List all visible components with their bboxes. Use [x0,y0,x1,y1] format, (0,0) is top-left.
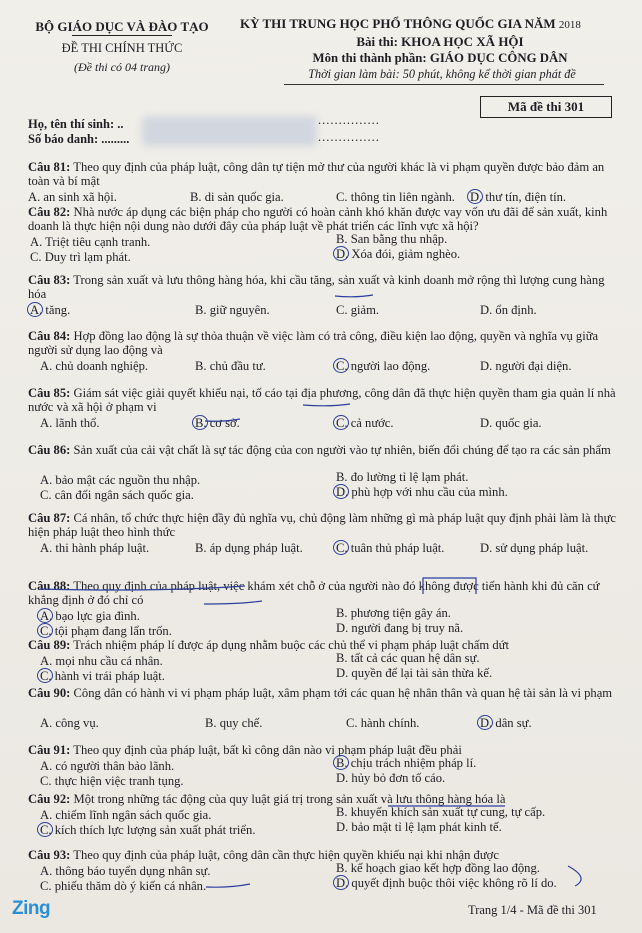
answer-mark-circle [27,302,43,317]
answer-mark-circle [333,875,349,890]
answer-option-a[interactable]: A. mọi nhu cầu cá nhân. [40,654,163,668]
exam-title-text: KỲ THI TRUNG HỌC PHỔ THÔNG QUỐC GIA NĂM [240,16,556,31]
answer-option-d[interactable]: D. người đại diện. [480,359,572,373]
redacted-candidate-info [142,116,317,146]
answer-mark-circle [333,246,349,261]
question-stem [28,160,618,188]
answer-mark-circle [333,358,349,373]
answer-option-c[interactable]: C. cả nước. [336,416,394,430]
question-stem [28,443,618,457]
answer-option-b[interactable]: B. áp dụng pháp luật. [195,541,303,555]
zing-logo: Zing [12,898,51,919]
time-underline [284,84,604,85]
exam-code: Mã đề thi 301 [507,99,585,114]
answer-option-c[interactable]: C. phiếu thăm dò ý kiến cá nhân. [40,879,207,893]
question-number: Câu 91: [28,743,71,757]
answer-option-c[interactable]: C. người lao động. [336,359,431,373]
answer-option-b[interactable]: B. chịu trách nhiệm pháp lí. [336,756,477,770]
answer-option-a[interactable]: A. chủ doanh nghiệp. [40,359,149,373]
question-text: Giám sát việc giải quyết khiếu nại, tố cáo tại địa phương, công dân đã thực hiện quyền tham gia quản lí nhà nước và xã hội ở phạm vi [28,386,616,414]
answer-option-d[interactable]: D. dân sự. [480,716,532,730]
id-dots: ............... [318,130,380,144]
question-stem [28,205,618,233]
answer-option-c[interactable]: C. thực hiện việc tranh tụng. [40,774,184,788]
official-label: ĐỀ THI CHÍNH THỨC [61,41,183,55]
ink-arrow-93 [568,866,581,886]
answer-option-c[interactable]: C. kích thích lực lượng sản xuất phát triển. [40,823,256,837]
answer-option-a[interactable]: A. an sinh xã hội. [28,190,117,204]
answer-mark-circle [333,755,349,770]
answer-option-c[interactable]: C. tội phạm đang lẩn trốn. [40,624,172,638]
answer-mark-circle [333,415,349,430]
answer-option-c[interactable]: C. cân đối ngân sách quốc gia. [40,488,194,502]
answer-mark-circle [37,623,53,638]
answer-option-d[interactable]: D. quốc gia. [480,416,542,430]
question-text: Theo quy định của pháp luật, công dân cần thực hiện quyền khiếu nại khi nhận được [73,848,499,862]
ministry-underline [72,35,172,36]
answer-option-b[interactable]: B. giữ nguyên. [195,303,270,317]
answer-option-a[interactable]: A. Triệt tiêu cạnh tranh. [30,235,151,249]
name-dots: ............... [318,113,380,127]
answer-option-b[interactable]: B. San bằng thu nhập. [336,232,448,246]
question-number: Câu 82: [28,205,71,219]
answer-option-b[interactable]: B. khuyến khích sản xuất tự cung, tự cấp. [336,805,546,819]
answer-mark-circle [477,715,493,730]
question-stem [28,273,618,301]
question-text: Theo quy định của pháp luật, công dân tự tiện mở thư của người khác là vi phạm quyền được bảo đảm an toàn và bí mật [28,160,605,188]
question-number: Câu 88: [28,579,71,593]
exam-code-box [480,96,612,118]
answer-option-d[interactable]: D. hủy bỏ đơn tố cáo. [336,771,446,785]
answer-mark-circle [467,189,483,204]
question-number: Câu 89: [28,638,71,652]
answer-mark-circle [37,822,53,837]
question-text: Trong sản xuất và lưu thông hàng hóa, khi cầu tăng, sản xuất và kinh doanh mở rộng thì lượng cung hàng hóa [28,273,605,301]
question-stem [28,686,618,700]
answer-mark-circle [333,484,349,499]
question-number: Câu 93: [28,848,71,862]
question-stem [28,511,618,539]
answer-option-c[interactable]: C. hành chính. [346,716,420,730]
answer-option-c[interactable]: C. tuân thủ pháp luật. [336,541,445,555]
answer-option-a[interactable]: A. công vụ. [40,716,99,730]
answer-option-d[interactable]: D. sử dụng pháp luật. [480,541,589,555]
answer-option-d[interactable]: D. quyết định buộc thôi việc không rõ lí do. [336,876,557,890]
answer-option-d[interactable]: D. ổn định. [480,303,537,317]
answer-option-c[interactable]: C. hành vi trái pháp luật. [40,669,165,683]
question-stem [28,386,618,414]
answer-option-b[interactable]: B. đo lường tỉ lệ lạm phát. [336,470,469,484]
answer-option-d[interactable]: D. phù hợp với nhu cầu của mình. [336,485,508,499]
answer-option-a[interactable]: A. thi hành pháp luật. [40,541,150,555]
question-number: Câu 83: [28,273,71,287]
answer-option-d[interactable]: D. quyền để lại tài sản thừa kế. [336,666,493,680]
ministry-name: BỘ GIÁO DỤC VÀ ĐÀO TẠO [35,19,209,34]
answer-mark-circle [192,415,208,430]
question-number: Câu 92: [28,792,71,806]
answer-option-d[interactable]: D. bảo mật tỉ lệ lạm phát kinh tế. [336,820,502,834]
answer-option-b[interactable]: B. di sản quốc gia. [190,190,284,204]
pages-note: (Đề thi có 04 trang) [74,60,170,74]
question-stem [28,743,618,757]
answer-option-c[interactable]: C. thông tin liên ngành. [336,190,455,204]
question-number: Câu 87: [28,511,71,525]
question-number: Câu 86: [28,443,71,457]
question-text: Theo quy định của pháp luật, bất kì công dân nào vi phạm pháp luật đều phải [73,743,462,757]
question-stem [28,638,618,652]
answer-mark-circle [37,608,53,623]
question-text: Công dân có hành vi vi phạm pháp luật, xâm phạm tới các quan hệ nhân thân và quan hệ tài sản là vi phạm [73,686,613,700]
answer-option-b[interactable]: B. quy chế. [205,716,263,730]
question-text: Một trong những tác động của quy luật giá trị trong sản xuất và lưu thông hàng hóa là [73,792,506,806]
answer-option-b[interactable]: B. tất cả các quan hệ dân sự. [336,651,480,665]
question-text: Trách nhiệm pháp lí được áp dụng nhằm buộc các chủ thể vi phạm pháp luật chấm dứt [73,638,509,652]
answer-option-a[interactable]: A. tăng. [30,303,71,317]
page-footer: Trang 1/4 - Mã đề thi 301 [468,903,597,917]
time-note: Thời gian làm bài: 50 phút, không kể thời gian phát đề [308,67,576,81]
exam-subject: Bài thi: KHOA HỌC XÃ HỘI [356,34,524,49]
exam-title [240,16,630,32]
question-number: Câu 85: [28,386,71,400]
ink-scribble-93 [206,884,250,887]
answer-option-c[interactable]: C. Duy trì lạm phát. [30,250,131,264]
question-text: Nhà nước áp dụng các biện pháp cho người có hoàn cảnh khó khăn được vay vốn ưu đãi để sản xuất, kinh doanh là thực hiện nội dung nào dưới đây của pháp luật về phát triển các lĩnh vực xã hội? [28,205,608,233]
answer-option-a[interactable]: A. chiếm lĩnh ngân sách quốc gia. [40,808,212,822]
candidate-name-label: Họ, tên thí sinh: .. [28,117,124,131]
exam-year: 2018 [558,19,581,31]
question-stem [28,848,618,862]
question-text: Hợp đồng lao động là sự thỏa thuận về việc làm có trả công, điều kiện lao động, quyền và nghĩa vụ giữa người sử dụng lao động và [28,329,599,357]
answer-option-b[interactable]: B. phương tiện gây án. [336,606,451,620]
exam-component: Môn thi thành phần: GIÁO DỤC CÔNG DÂN [312,51,568,65]
answer-option-d[interactable]: D. thư tín, điện tín. [470,190,567,204]
answer-option-a[interactable]: A. thông báo tuyển dụng nhân sự. [40,864,211,878]
question-stem [28,329,618,357]
answer-option-b[interactable]: B. chủ đầu tư. [195,359,266,373]
question-text: Sản xuất của cải vật chất là sự tác động của con người vào tự nhiên, biến đổi chúng để tạo ra các sản phẩm [73,443,611,457]
question-stem [28,579,618,607]
candidate-id-label: Số báo danh: ......... [28,132,130,146]
question-stem [28,792,618,806]
answer-mark-circle [37,668,53,683]
answer-option-b[interactable]: B. kế hoạch giao kết hợp đồng lao động. [336,861,540,875]
answer-mark-circle [333,540,349,555]
answer-option-b[interactable]: B. cơ sở. [195,416,240,430]
answer-option-a[interactable]: A. lãnh thổ. [40,416,100,430]
answer-option-a[interactable]: A. có người thân bảo lãnh. [40,759,175,773]
answer-option-a[interactable]: A. bảo mật các nguồn thu nhập. [40,473,201,487]
answer-option-c[interactable]: C. giảm. [336,303,380,317]
question-text: Theo quy định của pháp luật, việc khám xét chỗ ở của người nào đó không được tiến hành khi đủ căn cứ khẳng định ở đó chỉ có [28,579,600,607]
question-number: Câu 90: [28,686,71,700]
answer-option-d[interactable]: D. Xóa đói, giảm nghèo. [336,247,461,261]
answer-option-d[interactable]: D. người đang bị truy nã. [336,621,464,635]
answer-option-a[interactable]: A. bạo lực gia đình. [40,609,140,623]
question-text: Cá nhân, tổ chức thực hiện đầy đủ nghĩa vụ, chủ động làm những gì mà pháp luật quy định phải làm là thực hiện pháp luật theo hình thức [28,511,616,539]
question-number: Câu 84: [28,329,71,343]
question-number: Câu 81: [28,160,71,174]
